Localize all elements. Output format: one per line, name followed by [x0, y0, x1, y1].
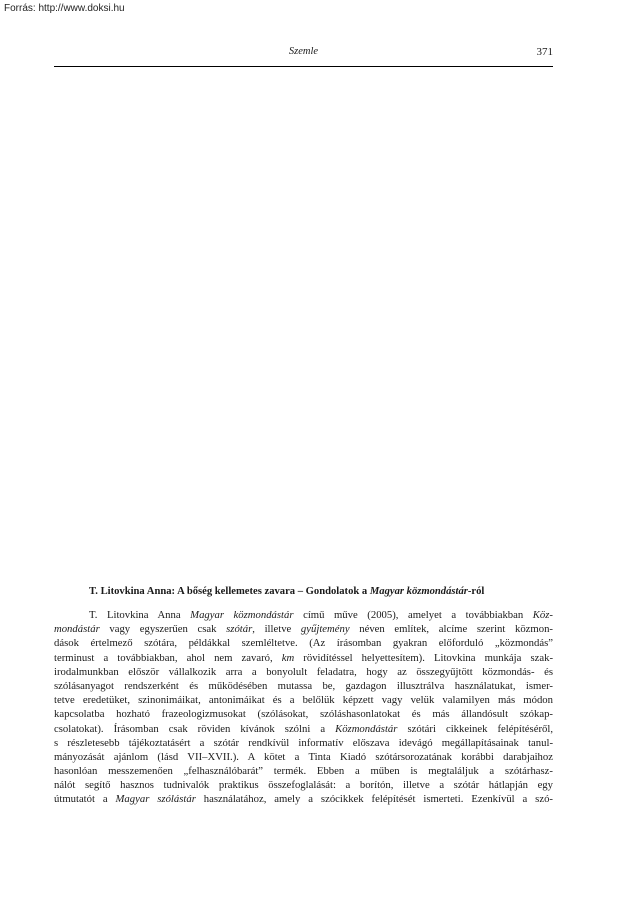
- body-line: [54, 722, 553, 736]
- italic-term: Köz-: [532, 609, 553, 621]
- source-label: Forrás: http://www.doksi.hu: [4, 3, 125, 14]
- body-line: [54, 608, 553, 622]
- text-run: kapcsolatba hozható frazeologizmusokat (szólásokat, szóláshasonlatokat és más állandósult szókap-: [54, 708, 553, 721]
- text-run: nálót segítő hasznos tudnivalók praktikus összefoglalását: a borítón, illetve a szótár hátlapján egy: [54, 779, 553, 792]
- text-run: című műve (2005), amelyet a továbbiakban: [293, 609, 533, 621]
- page-number: 371: [536, 46, 553, 58]
- text-run: s részletesebb tájékoztatásért a szótár rendkívül informatív előszava idevágó megállapításainak tanul-: [54, 736, 553, 749]
- text-run: útmutatót a: [54, 793, 116, 806]
- text-run: , illetve: [252, 623, 301, 636]
- text-run: csolatokat). Írásomban csak röviden kívánok szólni a: [54, 722, 336, 735]
- body-line: [54, 693, 553, 707]
- article-title-suffix: -ról: [467, 586, 485, 597]
- body-line: [54, 750, 553, 764]
- text-run: szólásanyagot rendszerként és működésében mutassa be, gazdagon illusztrálva használatukat, ismer-: [54, 679, 553, 692]
- body-line: [54, 665, 553, 679]
- article-title-text: T. Litovkina Anna: A bőség kellemetes zavara – Gondolatok a: [89, 586, 370, 597]
- body-line: [54, 736, 553, 750]
- text-run: terminust a továbbiakban, ahol nem zavaró,: [54, 651, 282, 664]
- text-run: T. Litovkina Anna: [89, 609, 191, 621]
- text-run: vagy egyszerűen csak: [99, 623, 227, 636]
- text-run: irodalmunkban először vállalkozik arra a bonyolult feladatra, hogy az összegyűjtött közmondás- és: [54, 665, 553, 678]
- text-run: mányozását ajánlom (lásd VII–XVII.). A kötet a Tinta Kiadó szótársorozatának korábbi darabjaihoz: [54, 750, 553, 763]
- italic-term: Közmondástár: [335, 722, 398, 735]
- body-line: [54, 792, 553, 806]
- body-line: [54, 707, 553, 721]
- italic-term: Magyar közmondástár: [190, 609, 294, 621]
- body-line: [54, 622, 553, 636]
- text-run: néven említek, alcíme szerint közmon-: [349, 623, 553, 636]
- text-run: dások értelmező szótára, példákkal szemléltetve. (Az írásomban gyakran előforduló „közmondás”: [54, 637, 553, 650]
- italic-term: szótár: [226, 623, 253, 636]
- italic-term: gyűjtemény: [300, 623, 350, 636]
- article-body: [54, 608, 553, 807]
- text-run: hasonlóan messzemenően „felhasználóbarát” termék. Ebben a műben is megtaláljuk a szótárhasz-: [54, 765, 553, 778]
- italic-term: km: [281, 651, 295, 664]
- text-run: használatához, amely a szócikkek felépítését ismerteti. Ezenkívül a szó-: [195, 793, 553, 806]
- running-title: Szemle: [288, 46, 319, 57]
- body-line: [54, 636, 553, 650]
- article-title-italic: Magyar közmondástár: [369, 586, 468, 597]
- body-line: [54, 764, 553, 778]
- article-title: [89, 586, 559, 597]
- body-line: [54, 679, 553, 693]
- italic-term: mondástár: [54, 623, 100, 636]
- body-line: [54, 651, 553, 665]
- text-run: tetve eredetüket, szinonimáikat, antonimáikat és a belőlük képzett vagy velük valamilyen más módon: [54, 694, 553, 707]
- text-run: szótári cikkeinek felépítéséről,: [397, 722, 553, 735]
- italic-term: Magyar szólástár: [115, 793, 196, 806]
- text-run: rövidítéssel helyettesítem). Litovkina munkája szak-: [294, 651, 554, 664]
- page-header: [54, 46, 553, 67]
- body-line: [54, 778, 553, 792]
